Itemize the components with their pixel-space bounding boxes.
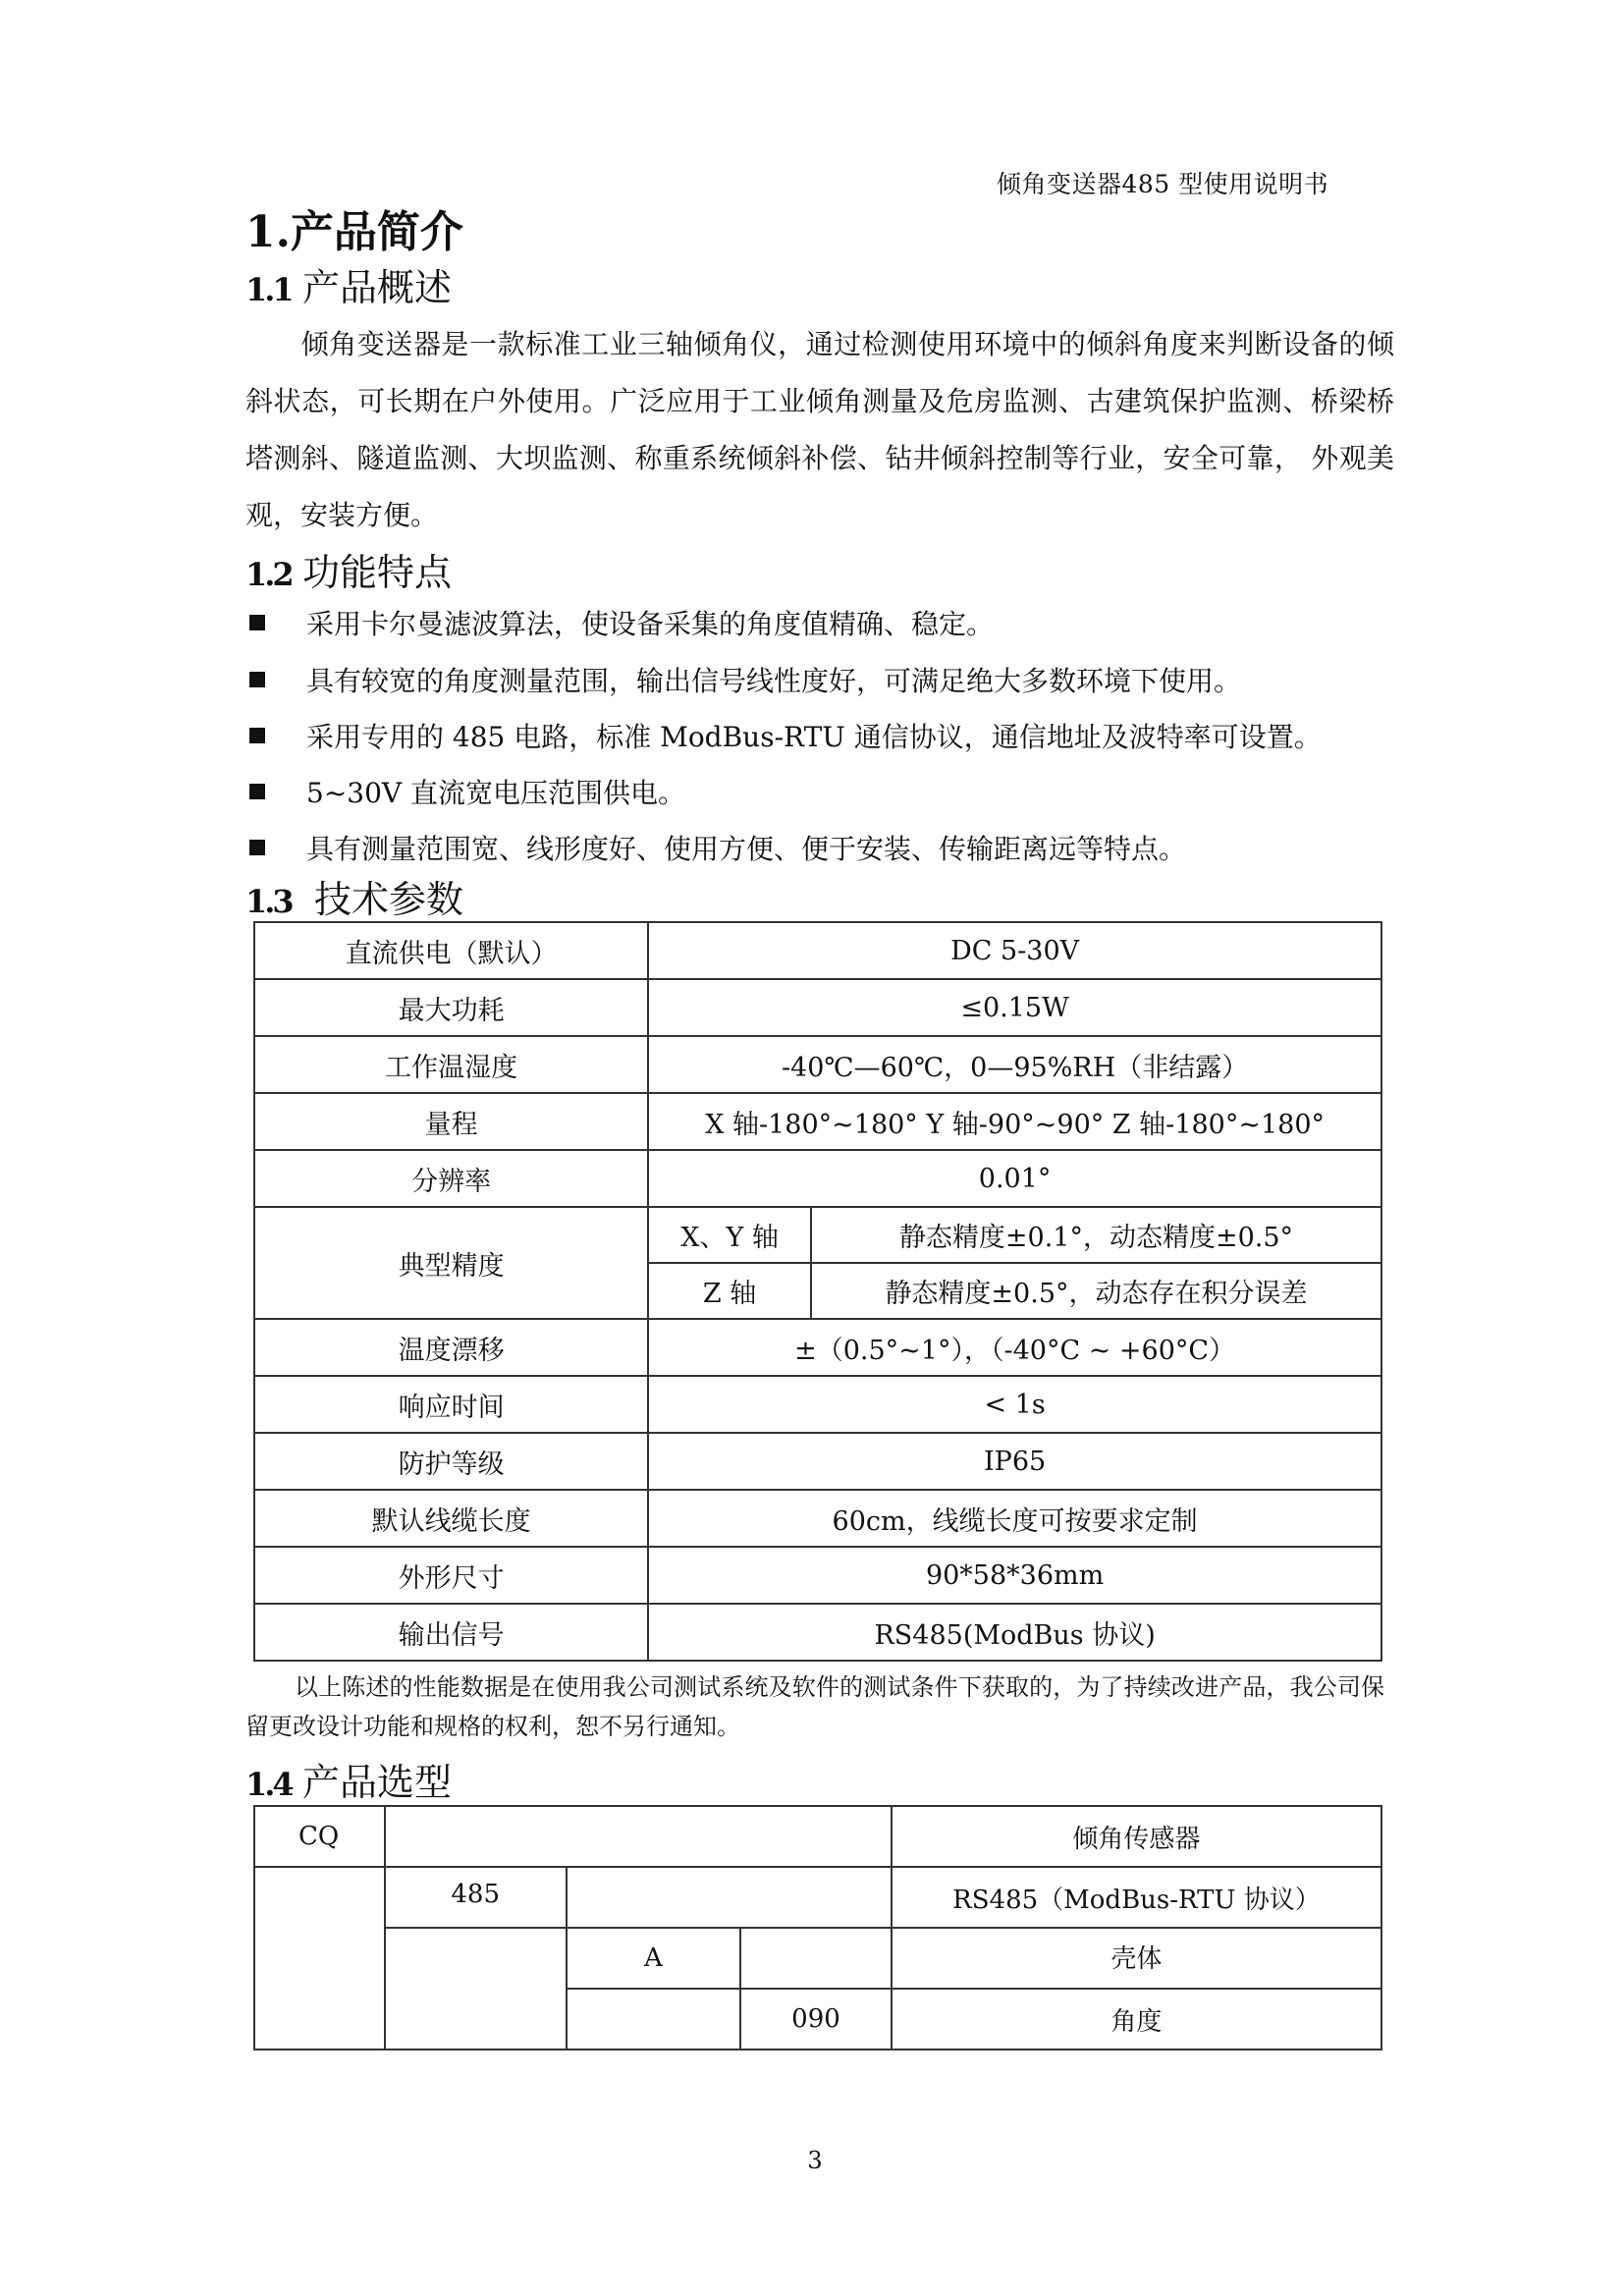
section-number: 1.1 xyxy=(245,271,292,308)
section-heading-1-4 xyxy=(245,1752,452,1806)
running-header: 倾角变送器485 型使用说明书 xyxy=(997,170,1329,198)
disclaimer-note: 以上陈述的性能数据是在使用我公司测试系统及软件的测试条件下获取的，为了持续改进产品，我公司保留更改设计功能和规格的权利，恕不另行通知。 xyxy=(245,1673,1384,1740)
table-row: Z 轴 静态精度±0.5°，动态存在积分误差 xyxy=(254,1263,1381,1319)
section-number: 1.4 xyxy=(245,1766,292,1803)
table-row: 典型精度 X、Y 轴 静态精度±0.1°，动态精度±0.5° xyxy=(254,1207,1381,1263)
bullet-square-icon xyxy=(249,615,265,630)
table-row: CQ 倾角传感器 xyxy=(254,1806,1381,1867)
table-row: 默认线缆长度 60cm，线缆长度可按要求定制 xyxy=(254,1490,1381,1547)
section-title: 功能特点 xyxy=(302,551,453,594)
feature-item: 5~30V 直流宽电压范围供电。 xyxy=(245,772,685,811)
table-row: 分辨率 0.01° xyxy=(254,1150,1381,1207)
section-title: 产品选型 xyxy=(302,1761,453,1804)
table-row: 090 角度 xyxy=(254,1989,1381,2050)
feature-item: 采用卡尔曼滤波算法，使设备采集的角度值精确、稳定。 xyxy=(245,603,994,642)
spec-table xyxy=(253,921,1382,1662)
table-row: 485 RS485（ModBus-RTU 协议） xyxy=(254,1867,1381,1928)
selection-table xyxy=(253,1805,1382,2050)
chapter-title: 1.产品简介 xyxy=(245,207,463,257)
table-row: 直流供电（默认） DC 5-30V xyxy=(254,922,1381,979)
section-heading-1-3 xyxy=(245,869,463,923)
feature-item: 采用专用的 485 电路，标准 ModBus-RTU 通信协议，通信地址及波特率可设置。 xyxy=(245,716,1322,755)
table-row: 量程 X 轴-180°~180° Y 轴-90°~90° Z 轴-180°~180° xyxy=(254,1093,1381,1150)
section-title: 产品概述 xyxy=(302,266,453,309)
bullet-square-icon xyxy=(249,840,265,855)
table-row: 输出信号 RS485(ModBus 协议) xyxy=(254,1604,1381,1661)
table-row: 温度漂移 ±（0.5°~1°），（-40°C ~ +60°C） xyxy=(254,1319,1381,1376)
table-row: 响应时间 < 1s xyxy=(254,1376,1381,1433)
section-title: 技术参数 xyxy=(314,878,464,921)
table-row: 防护等级 IP65 xyxy=(254,1433,1381,1490)
section-number: 1.3 xyxy=(245,883,292,920)
feature-item: 具有较宽的角度测量范围，输出信号线性度好，可满足绝大多数环境下使用。 xyxy=(245,660,1241,699)
table-row: 最大功耗 ≤0.15W xyxy=(254,979,1381,1036)
overview-text: 倾角变送器是一款标准工业三轴倾角仪，通过检测使用环境中的倾斜角度来判断设备的倾斜状态，可长期在户外使用。广泛应用于工业倾角测量及危房监测、古建筑保护监测、桥梁桥塔测斜、隧道监测、大坝监测、称重系统倾斜补偿、钻井倾斜控制等行业，安全可靠， 外观美观，安装方便。 xyxy=(245,328,1394,531)
table-row: 工作温湿度 -40℃—60℃，0—95%RH（非结露） xyxy=(254,1036,1381,1093)
overview-paragraph xyxy=(245,316,1394,544)
table-row: 外形尺寸 90*58*36mm xyxy=(254,1547,1381,1604)
section-number: 1.2 xyxy=(245,556,292,593)
section-heading-1-1 xyxy=(245,257,452,311)
table-row: A 壳体 xyxy=(254,1928,1381,1989)
section-heading-1-2 xyxy=(245,542,452,596)
bullet-square-icon xyxy=(249,728,265,743)
bullet-square-icon xyxy=(249,784,265,799)
bullet-square-icon xyxy=(249,672,265,687)
feature-item: 具有测量范围宽、线形度好、使用方便、便于安装、传输距离远等特点。 xyxy=(245,828,1186,867)
page-number: 3 xyxy=(807,2147,823,2174)
